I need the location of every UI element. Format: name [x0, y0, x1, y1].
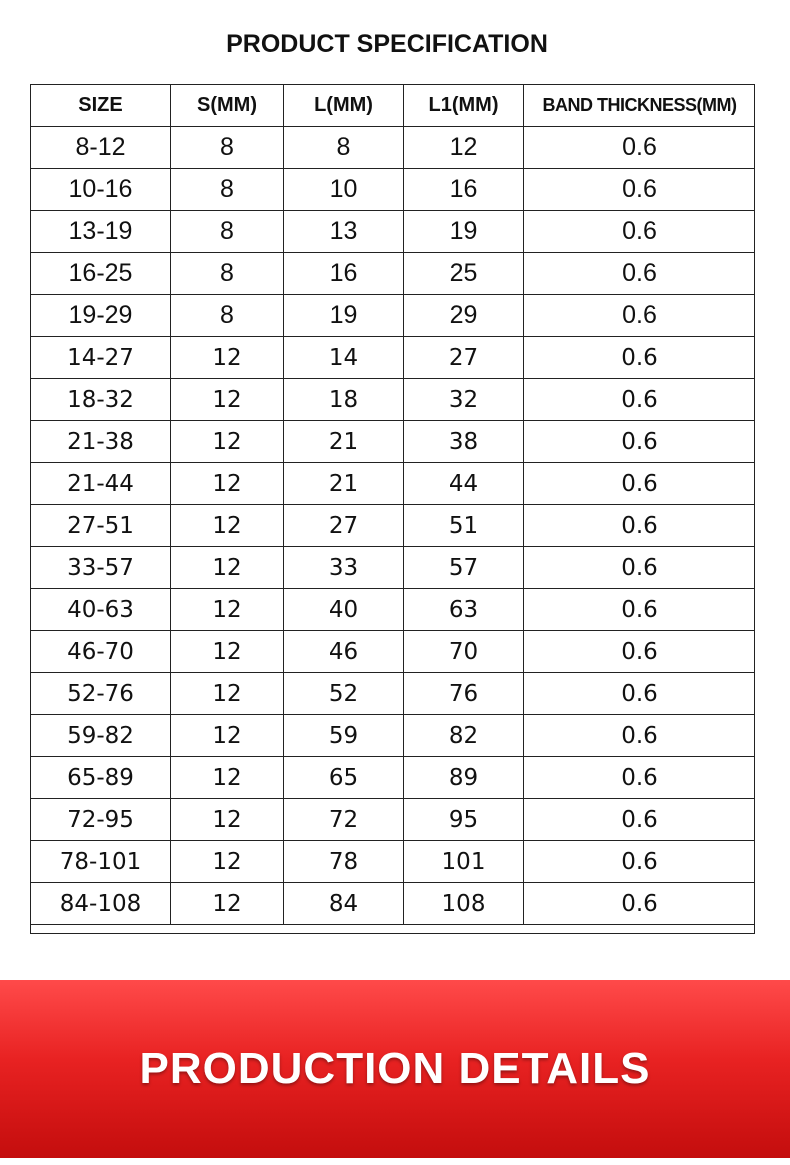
- cell-s-mm: 12: [171, 379, 284, 421]
- spec-table: [30, 84, 755, 925]
- cell-size: 18-32: [31, 379, 171, 421]
- cell-l1-mm: 70: [404, 631, 524, 673]
- cell-band-thickness: 0.6: [524, 715, 756, 757]
- cell-l-mm: 21: [284, 421, 404, 463]
- cell-l1-mm: 19: [404, 211, 524, 253]
- cell-band-thickness: 0.6: [524, 505, 756, 547]
- cell-size: 14-27: [31, 337, 171, 379]
- cell-band-thickness: 0.6: [524, 673, 756, 715]
- cell-l1-mm: 16: [404, 169, 524, 211]
- table-row: [31, 799, 756, 841]
- cell-l1-mm: 108: [404, 883, 524, 925]
- table-row: [31, 211, 756, 253]
- cell-band-thickness: 0.6: [524, 127, 756, 169]
- cell-l1-mm: 89: [404, 757, 524, 799]
- cell-band-thickness: 0.6: [524, 169, 756, 211]
- cell-s-mm: 12: [171, 463, 284, 505]
- cell-band-thickness: 0.6: [524, 295, 756, 337]
- cell-l1-mm: 32: [404, 379, 524, 421]
- cell-size: 46-70: [31, 631, 171, 673]
- cell-s-mm: 8: [171, 127, 284, 169]
- cell-l1-mm: 27: [404, 337, 524, 379]
- table-row: [31, 295, 756, 337]
- cell-l1-mm: 95: [404, 799, 524, 841]
- cell-s-mm: 12: [171, 799, 284, 841]
- table-row: [31, 505, 756, 547]
- cell-l-mm: 8: [284, 127, 404, 169]
- cell-size: 84-108: [31, 883, 171, 925]
- cell-l-mm: 84: [284, 883, 404, 925]
- cell-band-thickness: 0.6: [524, 337, 756, 379]
- cell-s-mm: 8: [171, 211, 284, 253]
- cell-band-thickness: 0.6: [524, 379, 756, 421]
- cell-l-mm: 21: [284, 463, 404, 505]
- cell-s-mm: 12: [171, 631, 284, 673]
- cell-band-thickness: 0.6: [524, 589, 756, 631]
- header-l-mm: L(MM): [284, 85, 404, 127]
- cell-size: 72-95: [31, 799, 171, 841]
- header-l1-mm: L1(MM): [404, 85, 524, 127]
- header-size: SIZE: [31, 85, 171, 127]
- cell-l-mm: 65: [284, 757, 404, 799]
- cell-s-mm: 12: [171, 757, 284, 799]
- header-s-mm: S(MM): [171, 85, 284, 127]
- cell-size: 19-29: [31, 295, 171, 337]
- cell-band-thickness: 0.6: [524, 799, 756, 841]
- cell-band-thickness: 0.6: [524, 547, 756, 589]
- cell-s-mm: 12: [171, 505, 284, 547]
- cell-l-mm: 18: [284, 379, 404, 421]
- cell-l1-mm: 82: [404, 715, 524, 757]
- cell-band-thickness: 0.6: [524, 841, 756, 883]
- cell-l1-mm: 38: [404, 421, 524, 463]
- table-row: [31, 757, 756, 799]
- cell-l1-mm: 101: [404, 841, 524, 883]
- cell-l-mm: 78: [284, 841, 404, 883]
- cell-l1-mm: 63: [404, 589, 524, 631]
- page-title: PRODUCT SPECIFICATION: [226, 30, 548, 58]
- table-row: [31, 421, 756, 463]
- table-row: [31, 715, 756, 757]
- cell-l-mm: 10: [284, 169, 404, 211]
- cell-band-thickness: 0.6: [524, 631, 756, 673]
- cell-l-mm: 46: [284, 631, 404, 673]
- cell-band-thickness: 0.6: [524, 211, 756, 253]
- cell-l-mm: 14: [284, 337, 404, 379]
- cell-s-mm: 12: [171, 337, 284, 379]
- table-row: [31, 337, 756, 379]
- cell-size: 8-12: [31, 127, 171, 169]
- cell-size: 33-57: [31, 547, 171, 589]
- table-row: [31, 589, 756, 631]
- cell-l-mm: 19: [284, 295, 404, 337]
- cell-band-thickness: 0.6: [524, 883, 756, 925]
- cell-size: 16-25: [31, 253, 171, 295]
- cell-l-mm: 59: [284, 715, 404, 757]
- table-row: [31, 253, 756, 295]
- cell-size: 40-63: [31, 589, 171, 631]
- table-body: [31, 127, 756, 925]
- cell-s-mm: 12: [171, 841, 284, 883]
- banner-title: PRODUCTION DETAILS: [139, 1044, 651, 1093]
- cell-size: 52-76: [31, 673, 171, 715]
- cell-s-mm: 12: [171, 673, 284, 715]
- cell-l1-mm: 25: [404, 253, 524, 295]
- table-row: [31, 463, 756, 505]
- table-row: [31, 883, 756, 925]
- cell-s-mm: 12: [171, 715, 284, 757]
- cell-size: 21-38: [31, 421, 171, 463]
- cell-l-mm: 40: [284, 589, 404, 631]
- cell-size: 78-101: [31, 841, 171, 883]
- cell-l1-mm: 12: [404, 127, 524, 169]
- cell-size: 10-16: [31, 169, 171, 211]
- cell-l1-mm: 29: [404, 295, 524, 337]
- table-row: [31, 127, 756, 169]
- cell-s-mm: 8: [171, 295, 284, 337]
- cell-s-mm: 8: [171, 169, 284, 211]
- cell-band-thickness: 0.6: [524, 253, 756, 295]
- cell-l-mm: 52: [284, 673, 404, 715]
- table-row: [31, 673, 756, 715]
- cell-band-thickness: 0.6: [524, 463, 756, 505]
- cell-l1-mm: 76: [404, 673, 524, 715]
- header-band-thickness: BAND THICKNESS(MM): [524, 85, 756, 127]
- cell-band-thickness: 0.6: [524, 757, 756, 799]
- cell-s-mm: 8: [171, 253, 284, 295]
- table-row: [31, 547, 756, 589]
- cell-l1-mm: 57: [404, 547, 524, 589]
- cell-l-mm: 33: [284, 547, 404, 589]
- cell-l1-mm: 44: [404, 463, 524, 505]
- table-row: [31, 169, 756, 211]
- cell-l-mm: 16: [284, 253, 404, 295]
- production-details-banner: [0, 980, 790, 1158]
- cell-size: 21-44: [31, 463, 171, 505]
- cell-l1-mm: 51: [404, 505, 524, 547]
- cell-band-thickness: 0.6: [524, 421, 756, 463]
- cell-size: 13-19: [31, 211, 171, 253]
- spec-table-container: [30, 84, 755, 934]
- cell-l-mm: 13: [284, 211, 404, 253]
- cell-size: 65-89: [31, 757, 171, 799]
- table-row: [31, 379, 756, 421]
- cell-l-mm: 72: [284, 799, 404, 841]
- cell-l-mm: 27: [284, 505, 404, 547]
- cell-s-mm: 12: [171, 421, 284, 463]
- table-header-row: [31, 85, 756, 127]
- cell-s-mm: 12: [171, 883, 284, 925]
- cell-size: 59-82: [31, 715, 171, 757]
- table-row: [31, 631, 756, 673]
- cell-s-mm: 12: [171, 547, 284, 589]
- cell-size: 27-51: [31, 505, 171, 547]
- table-row: [31, 841, 756, 883]
- cell-s-mm: 12: [171, 589, 284, 631]
